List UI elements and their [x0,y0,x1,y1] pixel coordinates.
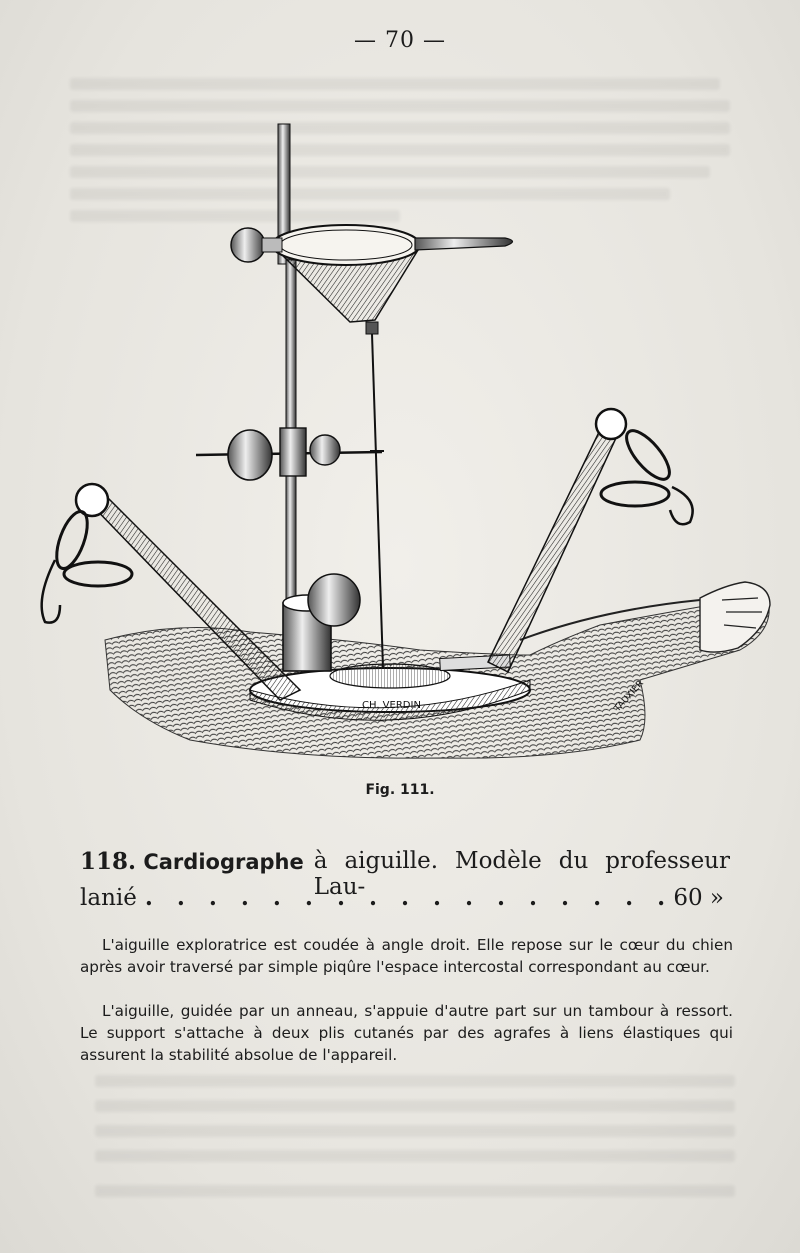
maker-signature: CH. VERDIN [362,700,421,711]
entry-number: 118. [80,848,137,875]
exploratory-needle [370,334,384,668]
figure-caption: Fig. 111. [365,782,435,798]
recording-tambour [231,225,513,334]
cardiograph-illustration [30,110,780,770]
entry-title-rest: à aiguille. Modèle du professeur Lau- [313,848,730,900]
guide-ring-assembly [196,428,382,480]
entry-price: 60 » [673,885,724,911]
leader-dots [145,884,665,911]
page-number: — 70 — [354,28,446,53]
vertical-rod [278,124,296,620]
entry-title: Cardiographe [143,850,304,874]
description-paragraph-1: L'aiguille exploratrice est coudée à angle droit. Elle repose sur le cœur du chien après avoir traversé par simple piqûre l'espace intercostal correspondant au cœur. [80,936,733,976]
engraver-signature: TAUXIER [612,678,646,715]
entry-title-continuation: lanié [80,885,137,911]
catalog-entry-price-line [80,884,730,911]
description-paragraph-2: L'aiguille, guidée par un anneau, s'appuie d'autre part sur un tambour à ressort. Le support s'attache à deux plis cutanés par des agrafes à liens élastiques qui assurent la stabilité absolue de l'appareil. [80,1002,733,1064]
